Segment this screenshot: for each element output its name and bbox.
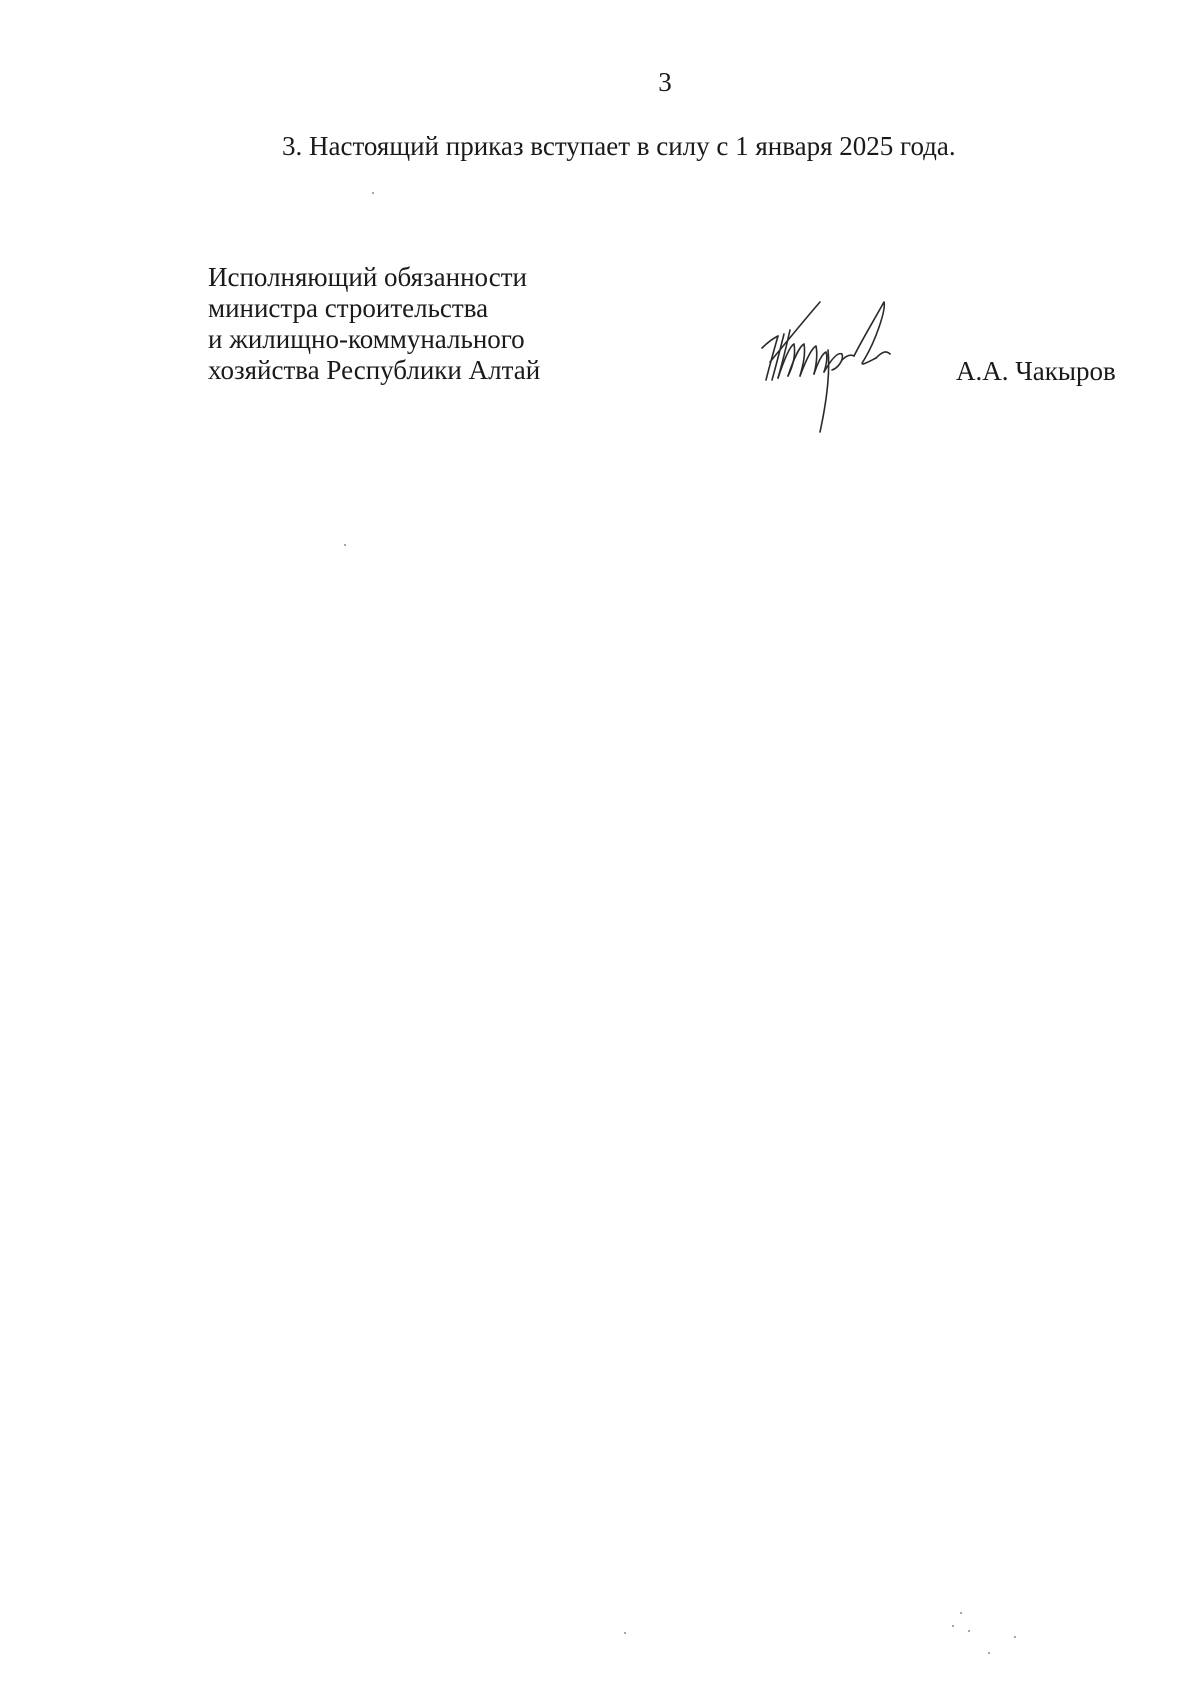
scan-speck: [624, 1632, 626, 1634]
scan-speck: [988, 1652, 990, 1654]
signatory-name: А.А. Чакыров: [956, 356, 1116, 386]
signatory-position-line: министра строительства: [208, 293, 489, 323]
scan-speck: [960, 1612, 962, 1614]
scan-speck: [968, 1630, 970, 1632]
page-number: 3: [658, 67, 672, 97]
signatory-position: [208, 262, 540, 386]
scan-speck: [344, 544, 346, 546]
scan-speck: [952, 1625, 954, 1627]
order-paragraph-3: 3. Настоящий приказ вступает в силу с 1 января 2025 года.: [282, 131, 956, 161]
signatory-position-line: хозяйства Республики Алтай: [208, 355, 541, 385]
scan-speck: [372, 192, 374, 194]
signatory-position-line: Исполняющий обязанности: [208, 262, 527, 292]
handwritten-signature: [758, 300, 963, 440]
scan-speck: [1014, 1636, 1016, 1638]
signatory-position-line: и жилищно-коммунального: [208, 324, 525, 354]
